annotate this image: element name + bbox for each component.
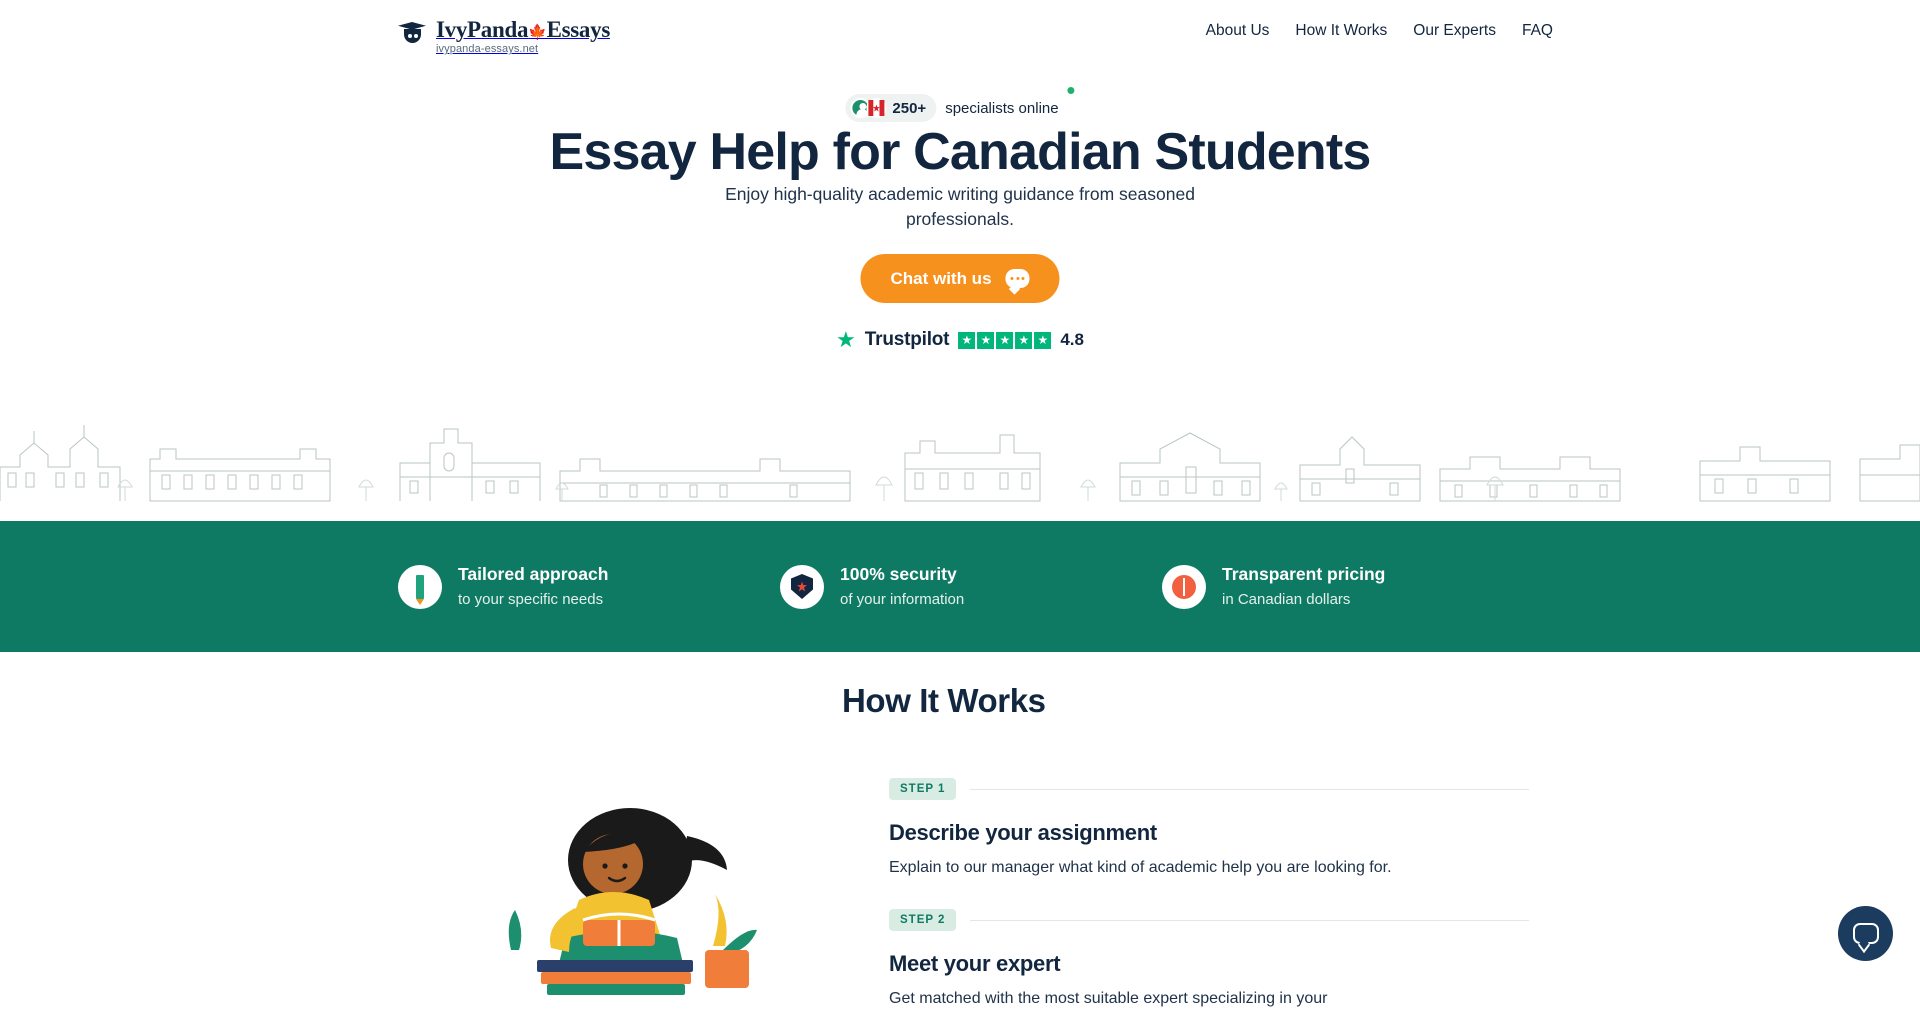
page-title: Essay Help for Canadian Students xyxy=(549,123,1371,181)
step-description: Explain to our manager what kind of academic help you are looking for. xyxy=(889,859,1392,876)
student-reading-illustration xyxy=(455,800,785,1000)
star-icon: ★ xyxy=(977,332,994,349)
canada-flag-icon xyxy=(866,98,886,118)
site-header xyxy=(0,0,1920,74)
specialists-count: 250+ xyxy=(892,99,927,117)
trustpilot-star-icon: ★ xyxy=(836,327,856,352)
step-1 xyxy=(889,778,1529,879)
online-status-dot xyxy=(1068,87,1075,94)
nav-about-us[interactable]: About Us xyxy=(1205,22,1270,39)
logo-name-part1: IvyPanda xyxy=(436,17,529,42)
panda-graduate-icon xyxy=(398,20,428,46)
benefit-desc: to your specific needs xyxy=(458,590,604,608)
benefit-title: Tailored approach xyxy=(458,564,609,584)
step-title: Meet your expert xyxy=(889,951,1061,977)
how-it-works-steps xyxy=(889,778,1529,1010)
nav-how-it-works[interactable]: How It Works xyxy=(1295,22,1388,39)
step-divider xyxy=(970,789,1529,790)
logo-domain: ivypanda-essays.net xyxy=(436,43,539,56)
logo-name-part2: Essays xyxy=(546,17,610,42)
star-icon: ★ xyxy=(1015,332,1032,349)
benefit-title: Transparent pricing xyxy=(1222,564,1386,584)
chat-widget-button[interactable] xyxy=(1838,906,1893,961)
shield-maple-leaf-icon xyxy=(780,565,824,609)
hero-section xyxy=(0,74,1920,522)
specialists-label: specialists online xyxy=(945,99,1059,117)
specialists-avatars-pill xyxy=(845,94,936,122)
step-badge: STEP 1 xyxy=(889,778,956,800)
nav-our-experts[interactable]: Our Experts xyxy=(1413,22,1496,39)
step-description: Get matched with the most suitable expert specializing in your xyxy=(889,990,1328,1008)
benefits-band xyxy=(0,521,1920,652)
step-2 xyxy=(889,909,1529,1010)
pencil-icon xyxy=(398,565,442,609)
coin-icon xyxy=(1162,565,1206,609)
chat-bubble-icon xyxy=(1006,269,1030,288)
chat-bubble-icon xyxy=(1853,923,1879,944)
how-it-works-heading: How It Works xyxy=(842,682,1046,719)
logo-text-block xyxy=(436,18,610,55)
star-icon: ★ xyxy=(1034,332,1051,349)
specialists-online-badge xyxy=(845,94,1074,122)
benefit-tailored-approach xyxy=(398,562,608,611)
trustpilot-stars xyxy=(958,332,1051,349)
main-nav xyxy=(1206,22,1553,40)
leaf-icon: 🍁 xyxy=(528,25,547,41)
star-icon: ★ xyxy=(958,332,975,349)
step-divider xyxy=(970,920,1529,921)
benefit-desc: of your information xyxy=(840,590,965,608)
star-icon: ★ xyxy=(996,332,1013,349)
step-title: Describe your assignment xyxy=(889,820,1157,845)
nav-faq[interactable]: FAQ xyxy=(1521,22,1553,39)
benefit-transparent-pricing xyxy=(1162,562,1385,611)
trustpilot-rating[interactable] xyxy=(836,329,1084,351)
benefit-security xyxy=(780,562,964,611)
city-skyline-illustration xyxy=(0,419,1920,502)
chat-with-us-button[interactable] xyxy=(860,254,1059,303)
benefit-desc: in Canadian dollars xyxy=(1222,590,1351,608)
trustpilot-score: 4.8 xyxy=(1060,330,1084,349)
chat-with-us-label: Chat with us xyxy=(890,268,992,288)
benefit-title: 100% security xyxy=(840,564,957,584)
trustpilot-brand: Trustpilot xyxy=(864,329,950,350)
step-badge: STEP 2 xyxy=(889,909,956,931)
site-logo[interactable] xyxy=(398,18,610,55)
hero-subtitle: Enjoy high-quality academic writing guidance from seasoned professionals. xyxy=(725,184,1195,230)
